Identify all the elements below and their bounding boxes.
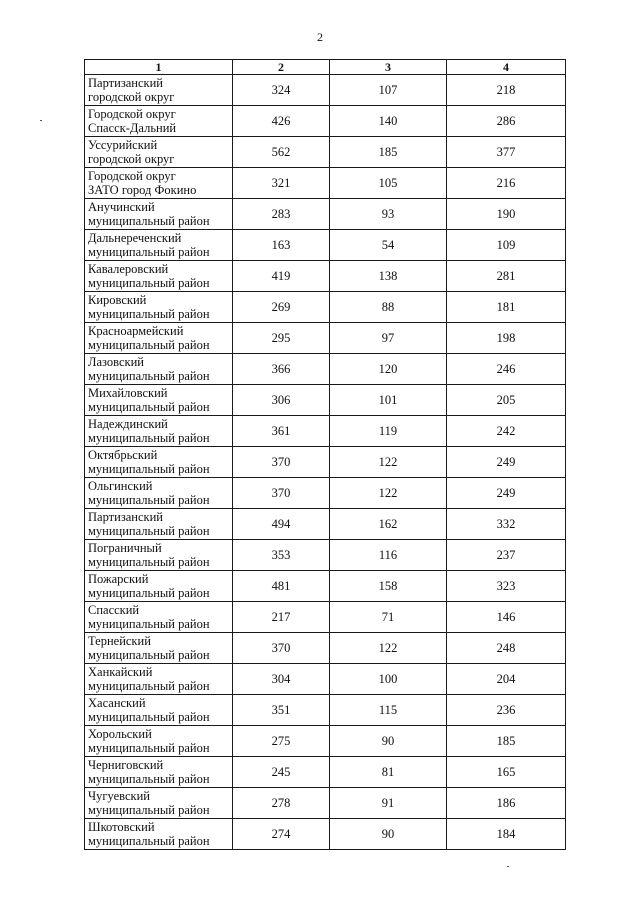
municipality-name-cell: [85, 788, 233, 819]
value-cell-column-2: 304: [233, 664, 330, 695]
value-cell-column-3: 91: [330, 788, 447, 819]
value-cell-column-2: 494: [233, 509, 330, 540]
value-cell-column-4: 246: [447, 354, 566, 385]
municipality-name-line: муниципальный район: [88, 431, 210, 445]
value-cell-column-3: 107: [330, 75, 447, 106]
municipality-name-cell: [85, 199, 233, 230]
value-cell-column-3: 116: [330, 540, 447, 571]
value-cell-column-2: 295: [233, 323, 330, 354]
column-header-1: 1: [85, 60, 233, 75]
value-cell-column-4: 146: [447, 602, 566, 633]
value-cell-column-4: 332: [447, 509, 566, 540]
municipality-name-line: муниципальный район: [88, 276, 210, 290]
value-cell-column-3: 122: [330, 447, 447, 478]
table-row: [85, 385, 566, 416]
table-body: [85, 75, 566, 850]
municipality-name-line: Октябрьский: [88, 447, 158, 462]
value-cell-column-4: 186: [447, 788, 566, 819]
municipality-name-line: муниципальный район: [88, 245, 210, 259]
municipality-name-cell: [85, 664, 233, 695]
municipality-name-cell: [85, 230, 233, 261]
value-cell-column-2: 306: [233, 385, 330, 416]
municipality-name-line: ЗАТО город Фокино: [88, 183, 197, 197]
municipality-name-line: муниципальный район: [88, 524, 210, 538]
value-cell-column-4: 249: [447, 447, 566, 478]
municipality-name-line: муниципальный район: [88, 400, 210, 414]
value-cell-column-4: 281: [447, 261, 566, 292]
table-row: [85, 571, 566, 602]
table-row: [85, 788, 566, 819]
value-cell-column-2: 275: [233, 726, 330, 757]
value-cell-column-4: 190: [447, 199, 566, 230]
municipality-name-line: Пожарский: [88, 571, 149, 586]
table-row: [85, 75, 566, 106]
municipality-name-line: муниципальный район: [88, 803, 210, 817]
value-cell-column-2: 321: [233, 168, 330, 199]
table-row: [85, 354, 566, 385]
value-cell-column-3: 90: [330, 726, 447, 757]
table-row: [85, 757, 566, 788]
value-cell-column-4: 237: [447, 540, 566, 571]
table-row: [85, 819, 566, 850]
table-row: [85, 447, 566, 478]
table-row: [85, 416, 566, 447]
value-cell-column-3: 162: [330, 509, 447, 540]
value-cell-column-4: 377: [447, 137, 566, 168]
value-cell-column-4: 198: [447, 323, 566, 354]
municipality-name-cell: [85, 726, 233, 757]
municipality-name-line: Хасанский: [88, 695, 146, 710]
municipality-name-line: Партизанский: [88, 509, 163, 524]
data-table: [84, 59, 566, 850]
municipality-name-line: Кавалеровский: [88, 261, 169, 276]
scan-speck: [40, 120, 42, 121]
value-cell-column-2: 278: [233, 788, 330, 819]
value-cell-column-2: 217: [233, 602, 330, 633]
municipality-name-line: муниципальный район: [88, 307, 210, 321]
municipality-name-line: муниципальный район: [88, 586, 210, 600]
value-cell-column-4: 165: [447, 757, 566, 788]
value-cell-column-4: 204: [447, 664, 566, 695]
page-number: 2: [317, 30, 323, 44]
column-header-4: 4: [447, 60, 566, 75]
value-cell-column-2: 274: [233, 819, 330, 850]
municipality-name-line: Партизанский: [88, 75, 163, 90]
value-cell-column-4: 323: [447, 571, 566, 602]
table-row: [85, 540, 566, 571]
municipality-name-line: Городской округ: [88, 106, 176, 121]
table-row: [85, 726, 566, 757]
value-cell-column-4: 249: [447, 478, 566, 509]
table-row: [85, 230, 566, 261]
value-cell-column-3: 81: [330, 757, 447, 788]
municipality-name-cell: [85, 633, 233, 664]
municipality-name-cell: [85, 416, 233, 447]
table-row: [85, 106, 566, 137]
table-row: [85, 602, 566, 633]
municipality-name-line: Красноармейский: [88, 323, 184, 338]
municipality-name-line: Шкотовский: [88, 819, 155, 834]
value-cell-column-3: 122: [330, 633, 447, 664]
value-cell-column-3: 158: [330, 571, 447, 602]
value-cell-column-3: 119: [330, 416, 447, 447]
municipality-name-line: Городской округ: [88, 168, 176, 183]
value-cell-column-4: 248: [447, 633, 566, 664]
municipality-name-cell: [85, 106, 233, 137]
column-header-2: 2: [233, 60, 330, 75]
value-cell-column-3: 88: [330, 292, 447, 323]
municipality-name-line: Ханкайский: [88, 664, 153, 679]
value-cell-column-2: 245: [233, 757, 330, 788]
municipality-name-line: Дальнереченский: [88, 230, 182, 245]
municipality-name-line: муниципальный район: [88, 369, 210, 383]
value-cell-column-2: 269: [233, 292, 330, 323]
municipality-name-line: муниципальный район: [88, 834, 210, 848]
table-row: [85, 323, 566, 354]
value-cell-column-3: 54: [330, 230, 447, 261]
value-cell-column-3: 115: [330, 695, 447, 726]
municipality-name-cell: [85, 75, 233, 106]
table-row: [85, 664, 566, 695]
value-cell-column-3: 93: [330, 199, 447, 230]
value-cell-column-2: 481: [233, 571, 330, 602]
value-cell-column-2: 370: [233, 478, 330, 509]
value-cell-column-3: 90: [330, 819, 447, 850]
municipality-name-cell: [85, 757, 233, 788]
value-cell-column-3: 100: [330, 664, 447, 695]
value-cell-column-4: 109: [447, 230, 566, 261]
value-cell-column-3: 138: [330, 261, 447, 292]
value-cell-column-3: 122: [330, 478, 447, 509]
municipality-name-cell: [85, 695, 233, 726]
table-row: [85, 168, 566, 199]
municipality-name-line: Хорольский: [88, 726, 152, 741]
municipality-name-line: муниципальный район: [88, 679, 210, 693]
value-cell-column-3: 120: [330, 354, 447, 385]
municipality-name-line: муниципальный район: [88, 741, 210, 755]
table-row: [85, 292, 566, 323]
value-cell-column-4: 185: [447, 726, 566, 757]
municipality-name-cell: [85, 323, 233, 354]
municipality-name-cell: [85, 137, 233, 168]
municipality-name-cell: [85, 292, 233, 323]
municipality-name-line: Анучинский: [88, 199, 155, 214]
municipality-name-cell: [85, 540, 233, 571]
scan-speck: [507, 866, 509, 867]
table-row: [85, 261, 566, 292]
value-cell-column-3: 101: [330, 385, 447, 416]
value-cell-column-4: 236: [447, 695, 566, 726]
municipality-name-line: муниципальный район: [88, 338, 210, 352]
value-cell-column-2: 562: [233, 137, 330, 168]
municipality-name-cell: [85, 261, 233, 292]
municipality-name-cell: [85, 819, 233, 850]
value-cell-column-3: 71: [330, 602, 447, 633]
value-cell-column-4: 205: [447, 385, 566, 416]
value-cell-column-4: 184: [447, 819, 566, 850]
municipality-name-line: Спасский: [88, 602, 140, 617]
municipality-name-line: Чугуевский: [88, 788, 150, 803]
municipality-name-line: Пограничный: [88, 540, 162, 555]
value-cell-column-3: 97: [330, 323, 447, 354]
municipality-name-line: Ольгинский: [88, 478, 153, 493]
value-cell-column-2: 361: [233, 416, 330, 447]
value-cell-column-3: 185: [330, 137, 447, 168]
value-cell-column-2: 419: [233, 261, 330, 292]
value-cell-column-4: 218: [447, 75, 566, 106]
column-header-3: 3: [330, 60, 447, 75]
value-cell-column-3: 105: [330, 168, 447, 199]
municipality-name-cell: [85, 509, 233, 540]
value-cell-column-2: 370: [233, 633, 330, 664]
municipality-name-line: Михайловский: [88, 385, 168, 400]
value-cell-column-4: 242: [447, 416, 566, 447]
municipality-name-line: муниципальный район: [88, 493, 210, 507]
value-cell-column-2: 353: [233, 540, 330, 571]
municipality-name-line: муниципальный район: [88, 772, 210, 786]
municipality-name-line: муниципальный район: [88, 648, 210, 662]
table-row: [85, 137, 566, 168]
value-cell-column-4: 181: [447, 292, 566, 323]
municipality-name-line: городской округ: [88, 90, 175, 104]
value-cell-column-2: 283: [233, 199, 330, 230]
table-row: [85, 199, 566, 230]
municipality-name-line: Лазовский: [88, 354, 144, 369]
value-cell-column-2: 370: [233, 447, 330, 478]
value-cell-column-2: 351: [233, 695, 330, 726]
value-cell-column-3: 140: [330, 106, 447, 137]
table-header-row: [85, 60, 566, 75]
municipality-name-line: муниципальный район: [88, 214, 210, 228]
municipality-name-cell: [85, 602, 233, 633]
value-cell-column-4: 286: [447, 106, 566, 137]
table-row: [85, 633, 566, 664]
value-cell-column-2: 366: [233, 354, 330, 385]
municipality-name-line: Уссурийский: [88, 137, 158, 152]
table-row: [85, 509, 566, 540]
municipality-name-line: муниципальный район: [88, 617, 210, 631]
table-row: [85, 478, 566, 509]
value-cell-column-2: 426: [233, 106, 330, 137]
municipality-name-line: муниципальный район: [88, 462, 210, 476]
value-cell-column-2: 163: [233, 230, 330, 261]
municipality-name-cell: [85, 354, 233, 385]
municipality-name-cell: [85, 168, 233, 199]
municipality-name-line: муниципальный район: [88, 710, 210, 724]
municipality-name-line: Надеждинский: [88, 416, 168, 431]
table-row: [85, 695, 566, 726]
municipality-name-cell: [85, 571, 233, 602]
municipality-name-line: муниципальный район: [88, 555, 210, 569]
municipality-name-cell: [85, 385, 233, 416]
municipality-name-line: городской округ: [88, 152, 175, 166]
value-cell-column-4: 216: [447, 168, 566, 199]
municipality-name-line: Кировский: [88, 292, 147, 307]
municipality-name-cell: [85, 478, 233, 509]
municipality-name-cell: [85, 447, 233, 478]
municipality-name-line: Тернейский: [88, 633, 151, 648]
value-cell-column-2: 324: [233, 75, 330, 106]
municipality-name-line: Черниговский: [88, 757, 164, 772]
municipality-name-line: Спасск-Дальний: [88, 121, 177, 135]
